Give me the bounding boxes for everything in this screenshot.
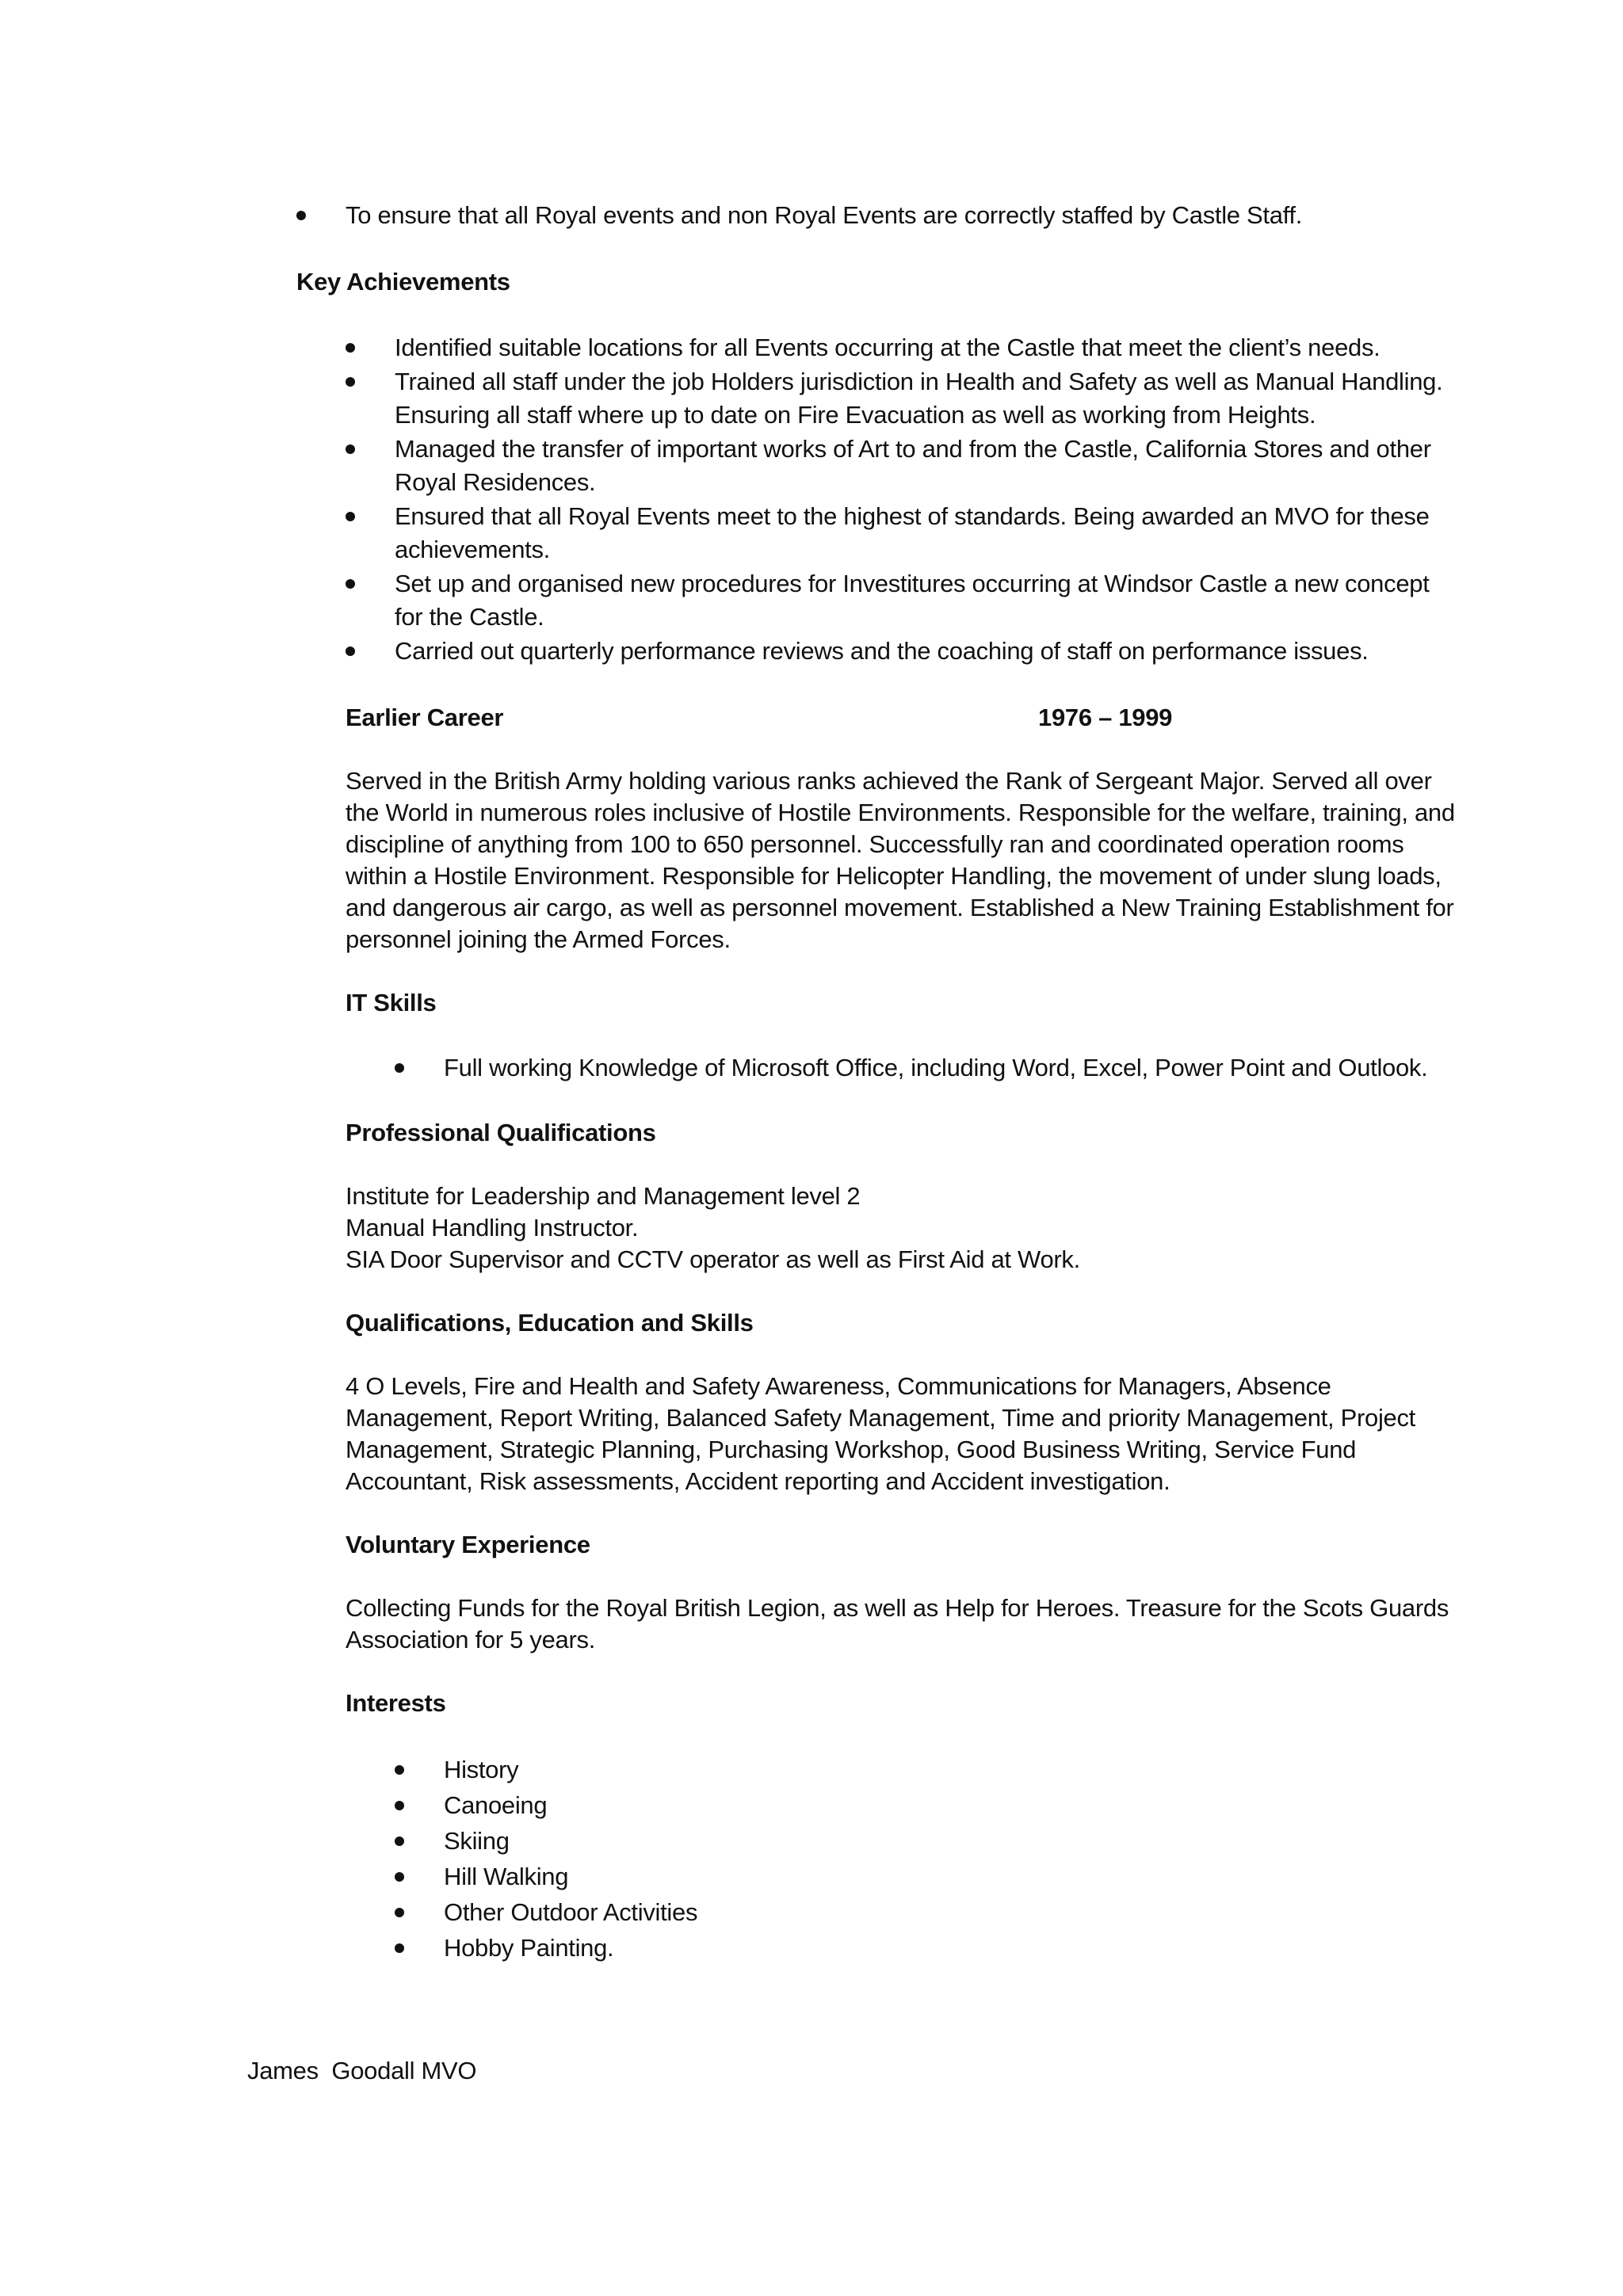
bullet-icon [395,1063,404,1073]
qualification-line: Manual Handling Instructor. [346,1214,639,1241]
paragraph-line: Collecting Funds for the Royal British Legion, as well as Help for Heroes. Treasure for the Scots Guards [346,1594,1449,1622]
qualification-line: SIA Door Supervisor and CCTV operator as well as First Aid at Work. [346,1245,1080,1273]
it-skills-item: Full working Knowledge of Microsoft Office, including Word, Excel, Power Point and Outlook. [444,1054,1428,1081]
qualifications-education-skills-heading: Qualifications, Education and Skills [346,1309,754,1337]
professional-qualifications-heading: Professional Qualifications [346,1119,656,1146]
bullet-icon [395,1908,404,1917]
key-achievements-heading: Key Achievements [296,268,510,296]
paragraph-line: the World in numerous roles inclusive of Hostile Environments. Responsible for the welfare, training, and [346,799,1455,826]
achievement-item-4-line-2: achievements. [395,536,550,563]
bullet-icon [346,512,355,521]
bullet-icon [395,1765,404,1775]
interest-item: History [444,1756,519,1783]
earlier-career-dates: 1976 – 1999 [1038,704,1173,731]
bullet-icon [346,579,355,589]
interest-item: Hill Walking [444,1863,569,1890]
achievement-item-3-line-1: Managed the transfer of important works of Art to and from the Castle, California Stores and other [395,435,1431,463]
paragraph-line: 4 O Levels, Fire and Health and Safety Awareness, Communications for Managers, Absence [346,1372,1331,1400]
paragraph-line: personnel joining the Armed Forces. [346,925,731,953]
achievement-item-6: Carried out quarterly performance reviews and the coaching of staff on performance issues. [395,637,1369,665]
bullet-icon [346,343,355,353]
bullet-icon [395,1872,404,1882]
earlier-career-heading: Earlier Career [346,704,504,731]
paragraph-line: Served in the British Army holding various ranks achieved the Rank of Sergeant Major. Served all over [346,767,1432,795]
interest-item: Skiing [444,1827,510,1855]
bullet-icon [395,1836,404,1846]
interest-item: Other Outdoor Activities [444,1898,698,1926]
achievement-item-5-line-2: for the Castle. [395,603,544,631]
bullet-icon [346,646,355,656]
paragraph-line: discipline of anything from 100 to 650 personnel. Successfully ran and coordinated operation rooms [346,830,1404,858]
it-skills-heading: IT Skills [346,989,437,1016]
interest-item: Canoeing [444,1791,548,1819]
interests-heading: Interests [346,1689,446,1717]
bullet-icon [395,1943,404,1953]
professional-qualifications-list [346,1180,1400,1276]
footer-name: James Goodall MVO [247,2057,477,2084]
paragraph-line: Accountant, Risk assessments, Accident reporting and Accident investigation. [346,1467,1170,1495]
achievement-item-3-line-2: Royal Residences. [395,468,596,496]
voluntary-experience-heading: Voluntary Experience [346,1531,590,1558]
achievement-item-5-line-1: Set up and organised new procedures for Investitures occurring at Windsor Castle a new concept [395,570,1430,597]
bullet-icon [296,211,306,220]
achievement-item-4-line-1: Ensured that all Royal Events meet to the highest of standards. Being awarded an MVO for these [395,502,1430,530]
bullet-icon [346,444,355,454]
top-bullet-text: To ensure that all Royal events and non Royal Events are correctly staffed by Castle Staff. [346,201,1303,229]
achievement-item-2-line-2: Ensuring all staff where up to date on Fire Evacuation as well as working from Heights. [395,401,1316,429]
paragraph-line: within a Hostile Environment. Responsible for Helicopter Handling, the movement of under slung loads, [346,862,1442,890]
paragraph-line: Association for 5 years. [346,1626,596,1653]
earlier-career-paragraph [346,765,1455,955]
bullet-icon [395,1801,404,1810]
qualifications-education-skills-paragraph [346,1371,1415,1497]
achievement-item-1: Identified suitable locations for all Events occurring at the Castle that meet the client’s needs. [395,334,1381,361]
paragraph-line: Management, Strategic Planning, Purchasing Workshop, Good Business Writing, Service Fund [346,1436,1357,1463]
interest-item: Hobby Painting. [444,1934,614,1962]
bullet-icon [346,377,355,387]
qualification-line: Institute for Leadership and Management level 2 [346,1182,861,1210]
paragraph-line: Management, Report Writing, Balanced Safety Management, Time and priority Management, Project [346,1404,1415,1432]
voluntary-experience-paragraph [346,1592,1449,1656]
paragraph-line: and dangerous air cargo, as well as personnel movement. Established a New Training Establishment for [346,894,1454,921]
achievement-item-2-line-1: Trained all staff under the job Holders jurisdiction in Health and Safety as well as Manual Handling. [395,368,1443,395]
